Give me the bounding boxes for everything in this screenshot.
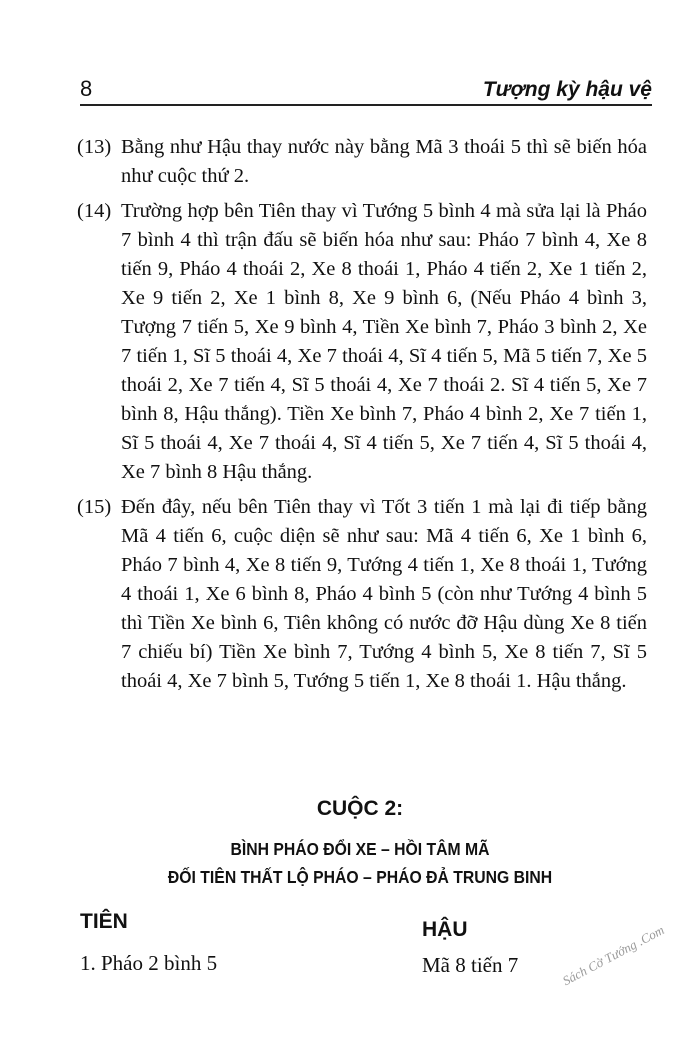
watermark: Sách Cờ Tướng .Com [560,922,667,989]
page-number: 8 [80,76,93,101]
section-subtitle-1: BÌNH PHÁO ĐỔI XE – HỒI TÂM MÃ [230,839,490,859]
note-number: (14) [77,200,112,222]
note-15 [77,493,647,696]
section-subtitle-2: ĐỐI TIÊN THẤT LỘ PHÁO – PHÁO ĐẢ TRUNG BINH [167,867,553,887]
page-header [80,70,652,106]
running-title: Tượng kỳ hậu vệ [482,78,652,101]
section-label: CUỘC 2: [316,797,404,820]
left-move: 1. Pháo 2 bình 5 [80,951,218,975]
note-number: (15) [77,496,112,518]
note-number: (13) [77,136,112,158]
note-14 [77,197,647,487]
note-text: Trường hợp bên Tiên thay vì Tướng 5 bình 4 mà sửa lại là Pháo 7 bình 4 thì trận đấu sẽ biến hóa như sau: Pháo 7 bình 4, Xe 8 tiến 9, Pháo 4 thoái 2, Xe 8 thoái 1, Pháo 4 tiến 2, Xe 1 tiến 2, Xe 9 tiến 2, Xe 1 bình 8, Xe 9 bình 6, (Nếu Pháo 4 bình 3, Tượng 7 tiến 5, Xe 9 bình 4, Tiền Xe bình 7, Pháo 3 bình 2, Xe 7 tiến 1, Sĩ 5 thoái 4, Xe 7 thoái 4, Sĩ 4 tiến 5, Mã 5 tiến 7, Xe 5 thoái 2, Xe 7 tiến 4, Sĩ 5 thoái 4, Xe 7 thoái 2. Sĩ 4 tiến 5, Xe 7 bình 8, Hậu thắng). Tiền Xe bình 7, Pháo 4 bình 2, Xe 7 tiến 1, Sĩ 5 thoái 4, Xe 7 thoái 4, Sĩ 4 tiến 5, Xe 7 tiến 4, Sĩ 5 thoái 4, Xe 7 bình 8 Hậu thắng. [121,200,647,483]
right-move: Mã 8 tiến 7 [422,953,519,977]
section-heading [60,797,660,891]
left-column-heading: TIÊN [80,910,128,933]
notes-list [77,133,647,702]
note-13 [77,133,647,191]
note-text: Đến đây, nếu bên Tiên thay vì Tốt 3 tiến 1 mà lại đi tiếp bằng Mã 4 tiến 6, cuộc diện sẽ như sau: Mã 4 tiến 6, Xe 1 bình 6, Pháo 7 bình 4, Xe 8 tiến 9, Tướng 4 tiến 1, Xe 8 thoái 1, Tướng 4 thoái 1, Xe 6 bình 8, Pháo 4 bình 5 (còn như Tướng 4 bình 5 thì Tiền Xe bình 6, Tiên không có nước đỡ Hậu dùng Xe 8 tiến 7 chiếu bí) Tiền Xe bình 7, Tướng 4 bình 5, Xe 8 tiến 7, Sĩ 5 thoái 4, Xe 7 bình 5, Tướng 5 tiến 1, Xe 8 thoái 1. Hậu thắng. [121,496,647,692]
right-column-heading: HẬU [422,918,468,941]
note-text: Bằng như Hậu thay nước này bằng Mã 3 thoái 5 thì sẽ biến hóa như cuộc thứ 2. [121,136,647,187]
